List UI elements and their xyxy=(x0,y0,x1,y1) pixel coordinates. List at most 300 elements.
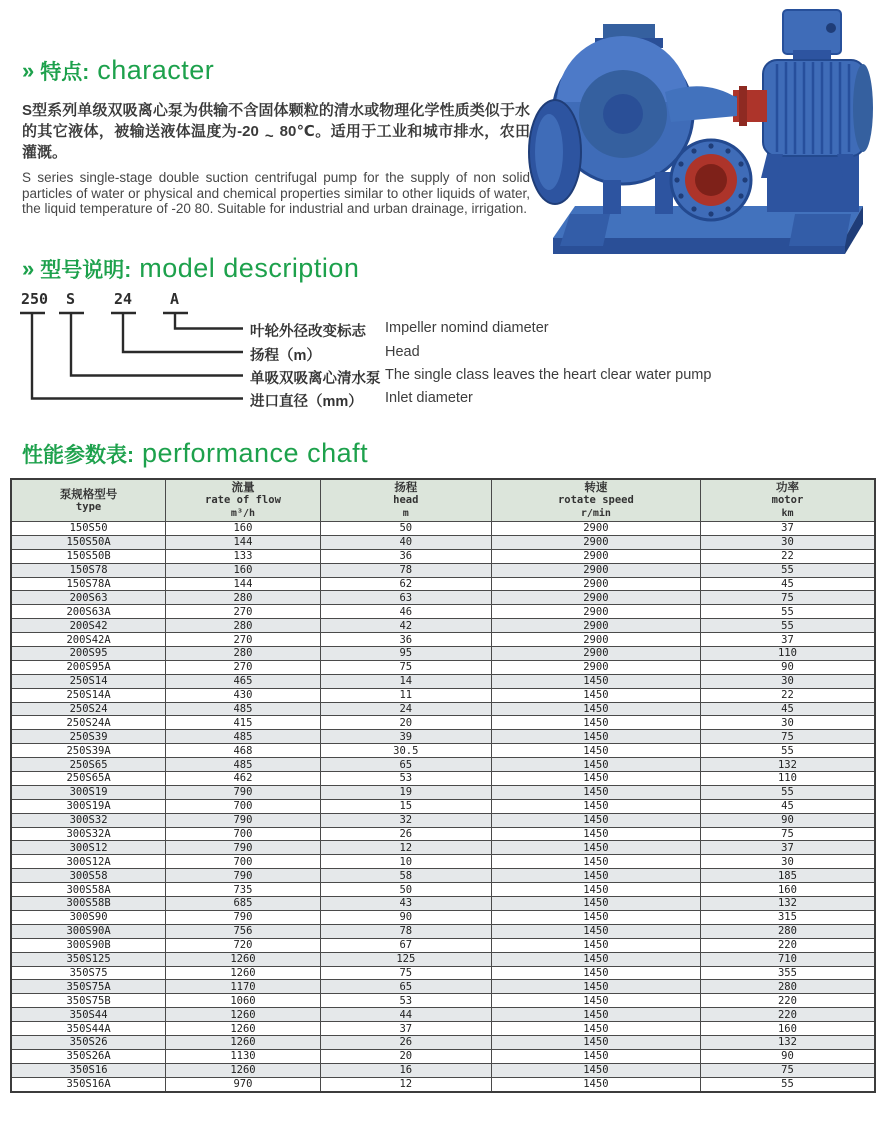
col-header-en: rate of flow xyxy=(205,494,281,506)
table-cell: 1450 xyxy=(491,966,700,980)
col-header-unit: r/min xyxy=(580,508,611,519)
table-cell: 20 xyxy=(320,716,491,730)
coupling xyxy=(733,86,767,126)
table-cell: 22 xyxy=(700,688,875,702)
table-cell: 1450 xyxy=(491,980,700,994)
table-cell: 55 xyxy=(700,744,875,758)
table-cell: 350S44A xyxy=(11,1022,166,1036)
performance-table xyxy=(10,478,876,1093)
table-cell: 30 xyxy=(700,535,875,549)
table-cell: 1450 xyxy=(491,924,700,938)
table-cell: 1450 xyxy=(491,785,700,799)
character-paragraph-en: S series single-stage double suction centrifugal pump for the supply of non solid particles of water or physical and chemical properties similar to other liquids of water, the liquid temperature of -20 80. Suitable for industrial and urban drainage, irrigation. xyxy=(22,170,530,216)
table-row xyxy=(11,688,875,702)
table-cell: 62 xyxy=(320,577,491,591)
table-cell: 465 xyxy=(166,674,321,688)
table-cell: 756 xyxy=(166,924,321,938)
table-cell: 485 xyxy=(166,758,321,772)
table-cell: 250S24 xyxy=(11,702,166,716)
pump-product-photo xyxy=(515,2,877,260)
table-cell: 53 xyxy=(320,994,491,1008)
model-code-diagram xyxy=(18,292,862,410)
diagram-label-en: Impeller nomind diameter xyxy=(385,320,549,336)
table-cell: 1450 xyxy=(491,1008,700,1022)
table-row xyxy=(11,647,875,661)
table-cell: 1450 xyxy=(491,730,700,744)
table-row xyxy=(11,980,875,994)
performance-table-header xyxy=(11,479,875,522)
model-code-series: S xyxy=(66,290,76,308)
table-cell: 10 xyxy=(320,855,491,869)
table-cell: 40 xyxy=(320,535,491,549)
col-header-zh: 转速 xyxy=(584,480,608,494)
table-cell: 200S63 xyxy=(11,591,166,605)
col-header-en: head xyxy=(393,494,419,506)
diagram-label-en: Head xyxy=(385,343,420,360)
table-cell: 1260 xyxy=(166,1008,321,1022)
table-cell: 185 xyxy=(700,869,875,883)
table-cell: 700 xyxy=(166,827,321,841)
discharge-flange xyxy=(671,140,751,220)
table-cell: 485 xyxy=(166,730,321,744)
table-cell: 2900 xyxy=(491,549,700,563)
heading-zh: 特点: xyxy=(40,61,90,84)
table-cell: 1450 xyxy=(491,869,700,883)
table-cell: 1130 xyxy=(166,1049,321,1063)
table-cell: 1450 xyxy=(491,1035,700,1049)
table-row xyxy=(11,785,875,799)
table-cell: 710 xyxy=(700,952,875,966)
table-cell: 42 xyxy=(320,619,491,633)
table-cell: 55 xyxy=(700,619,875,633)
table-cell: 720 xyxy=(166,938,321,952)
table-row xyxy=(11,827,875,841)
col-header-zh: 功率 xyxy=(775,480,799,494)
model-code-impeller: A xyxy=(170,290,180,308)
table-cell: 32 xyxy=(320,813,491,827)
table-cell: 75 xyxy=(700,1063,875,1077)
table-cell: 90 xyxy=(700,660,875,674)
model-code-head: 24 xyxy=(114,290,133,308)
table-cell: 270 xyxy=(166,633,321,647)
table-cell: 220 xyxy=(700,994,875,1008)
table-row xyxy=(11,883,875,897)
table-cell: 1450 xyxy=(491,1049,700,1063)
table-cell: 160 xyxy=(166,522,321,536)
table-cell: 150S50B xyxy=(11,549,166,563)
character-paragraph-zh xyxy=(22,100,530,163)
table-cell: 350S26A xyxy=(11,1049,166,1063)
table-cell: 1450 xyxy=(491,883,700,897)
table-cell: 1060 xyxy=(166,994,321,1008)
table-row xyxy=(11,563,875,577)
table-cell: 58 xyxy=(320,869,491,883)
table-cell: 95 xyxy=(320,647,491,661)
table-row xyxy=(11,702,875,716)
table-cell: 685 xyxy=(166,897,321,911)
table-row xyxy=(11,633,875,647)
col-header-speed xyxy=(491,479,700,522)
table-cell: 53 xyxy=(320,772,491,786)
table-row xyxy=(11,813,875,827)
col-header-en: motor xyxy=(771,494,804,506)
table-cell: 55 xyxy=(700,785,875,799)
col-header-unit: m xyxy=(402,508,409,519)
diagram-label-zh: 扬程（m） xyxy=(250,347,321,364)
table-cell: 1450 xyxy=(491,702,700,716)
heading-zh: 性能参数表: xyxy=(22,444,134,467)
table-row xyxy=(11,535,875,549)
table-cell: 350S125 xyxy=(11,952,166,966)
table-row xyxy=(11,758,875,772)
table-cell: 12 xyxy=(320,841,491,855)
table-cell: 1450 xyxy=(491,772,700,786)
table-cell: 65 xyxy=(320,758,491,772)
table-cell: 36 xyxy=(320,549,491,563)
table-cell: 462 xyxy=(166,772,321,786)
col-header-unit: km xyxy=(781,508,794,519)
table-cell: 50 xyxy=(320,522,491,536)
table-cell: 1450 xyxy=(491,688,700,702)
tilde-mark: ~ xyxy=(264,128,274,145)
table-cell: 45 xyxy=(700,577,875,591)
table-cell: 250S65A xyxy=(11,772,166,786)
table-cell: 160 xyxy=(700,1022,875,1036)
table-cell: 350S26 xyxy=(11,1035,166,1049)
table-cell: 300S32A xyxy=(11,827,166,841)
table-cell: 37 xyxy=(320,1022,491,1036)
table-row xyxy=(11,1077,875,1091)
table-cell: 24 xyxy=(320,702,491,716)
table-row xyxy=(11,799,875,813)
table-cell: 280 xyxy=(700,980,875,994)
table-cell: 350S16A xyxy=(11,1077,166,1091)
table-cell: 1450 xyxy=(491,938,700,952)
section-heading-character xyxy=(22,55,214,86)
col-header-en: rotate speed xyxy=(557,494,634,506)
table-cell: 350S75 xyxy=(11,966,166,980)
table-cell: 2900 xyxy=(491,619,700,633)
table-cell: 200S42 xyxy=(11,619,166,633)
table-cell: 2900 xyxy=(491,522,700,536)
table-cell: 2900 xyxy=(491,660,700,674)
table-cell: 200S63A xyxy=(11,605,166,619)
table-row xyxy=(11,591,875,605)
table-cell: 1260 xyxy=(166,1063,321,1077)
table-cell: 2900 xyxy=(491,633,700,647)
table-row xyxy=(11,772,875,786)
table-cell: 735 xyxy=(166,883,321,897)
table-row xyxy=(11,716,875,730)
table-cell: 270 xyxy=(166,605,321,619)
table-cell: 75 xyxy=(700,591,875,605)
table-cell: 1450 xyxy=(491,744,700,758)
table-cell: 430 xyxy=(166,688,321,702)
heading-en: character xyxy=(97,55,215,85)
table-row xyxy=(11,938,875,952)
table-cell: 20 xyxy=(320,1049,491,1063)
table-cell: 55 xyxy=(700,605,875,619)
table-cell: 55 xyxy=(700,563,875,577)
table-cell: 144 xyxy=(166,535,321,549)
table-cell: 2900 xyxy=(491,577,700,591)
table-row xyxy=(11,577,875,591)
col-header-flow xyxy=(166,479,321,522)
table-row xyxy=(11,1035,875,1049)
table-cell: 75 xyxy=(320,966,491,980)
table-cell: 300S32 xyxy=(11,813,166,827)
table-cell: 790 xyxy=(166,841,321,855)
table-cell: 14 xyxy=(320,674,491,688)
diagram-label-en: Inlet diameter xyxy=(385,390,473,406)
table-cell: 132 xyxy=(700,758,875,772)
table-cell: 30 xyxy=(700,855,875,869)
table-row xyxy=(11,869,875,883)
table-cell: 1450 xyxy=(491,897,700,911)
table-cell: 300S19 xyxy=(11,785,166,799)
table-cell: 46 xyxy=(320,605,491,619)
table-cell: 1450 xyxy=(491,716,700,730)
section-heading-model xyxy=(22,253,359,284)
table-cell: 970 xyxy=(166,1077,321,1091)
table-row xyxy=(11,952,875,966)
table-cell: 300S58 xyxy=(11,869,166,883)
table-cell: 1260 xyxy=(166,952,321,966)
col-header-head xyxy=(320,479,491,522)
table-cell: 26 xyxy=(320,827,491,841)
col-header-en: type xyxy=(75,500,102,513)
table-cell: 1450 xyxy=(491,1077,700,1091)
chevron-marker-icon: » xyxy=(22,58,35,83)
table-cell: 78 xyxy=(320,924,491,938)
table-row xyxy=(11,1049,875,1063)
table-row xyxy=(11,855,875,869)
table-cell: 300S90 xyxy=(11,910,166,924)
table-cell: 1450 xyxy=(491,758,700,772)
table-cell: 350S44 xyxy=(11,1008,166,1022)
table-cell: 350S16 xyxy=(11,1063,166,1077)
table-cell: 220 xyxy=(700,1008,875,1022)
table-cell: 90 xyxy=(700,1049,875,1063)
table-row xyxy=(11,1008,875,1022)
section-heading-performance xyxy=(22,438,368,469)
table-cell: 250S39A xyxy=(11,744,166,758)
table-cell: 125 xyxy=(320,952,491,966)
table-cell: 90 xyxy=(320,910,491,924)
table-cell: 2900 xyxy=(491,591,700,605)
table-cell: 250S24A xyxy=(11,716,166,730)
table-row xyxy=(11,897,875,911)
table-row xyxy=(11,660,875,674)
table-cell: 150S78A xyxy=(11,577,166,591)
table-cell: 75 xyxy=(700,827,875,841)
table-cell: 280 xyxy=(166,591,321,605)
table-cell: 250S14 xyxy=(11,674,166,688)
table-cell: 160 xyxy=(700,883,875,897)
model-code-inlet: 250 xyxy=(21,290,49,308)
table-cell: 1260 xyxy=(166,966,321,980)
diagram-label-zh: 叶轮外径改变标志 xyxy=(250,324,366,340)
table-cell: 45 xyxy=(700,702,875,716)
table-cell: 300S12 xyxy=(11,841,166,855)
table-cell: 150S78 xyxy=(11,563,166,577)
table-cell: 350S75B xyxy=(11,994,166,1008)
table-cell: 1450 xyxy=(491,994,700,1008)
table-cell: 144 xyxy=(166,577,321,591)
table-cell: 355 xyxy=(700,966,875,980)
table-cell: 44 xyxy=(320,1008,491,1022)
table-cell: 1450 xyxy=(491,827,700,841)
table-cell: 1450 xyxy=(491,674,700,688)
table-row xyxy=(11,841,875,855)
table-cell: 1170 xyxy=(166,980,321,994)
table-cell: 300S90A xyxy=(11,924,166,938)
table-cell: 37 xyxy=(700,522,875,536)
table-cell: 280 xyxy=(166,647,321,661)
table-cell: 790 xyxy=(166,910,321,924)
table-cell: 37 xyxy=(700,633,875,647)
table-cell: 700 xyxy=(166,855,321,869)
table-row xyxy=(11,1022,875,1036)
table-cell: 790 xyxy=(166,869,321,883)
table-cell: 30.5 xyxy=(320,744,491,758)
col-header-zh: 流量 xyxy=(231,480,255,494)
table-cell: 1450 xyxy=(491,1063,700,1077)
table-cell: 132 xyxy=(700,897,875,911)
table-cell: 36 xyxy=(320,633,491,647)
diagram-label-zh: 进口直径（mm） xyxy=(250,394,363,410)
table-cell: 39 xyxy=(320,730,491,744)
heading-en: performance chaft xyxy=(142,438,369,468)
motor xyxy=(761,10,873,178)
paragraph-zh-part: S型系列单级双吸离心泵为供输不含固体颗粒的清水或物理化学性质类似于水的其它液体，被输送液体温度为-20 xyxy=(22,102,530,140)
table-cell: 790 xyxy=(166,813,321,827)
table-row xyxy=(11,924,875,938)
table-cell: 55 xyxy=(700,1077,875,1091)
table-cell: 30 xyxy=(700,716,875,730)
table-row xyxy=(11,1063,875,1077)
diagram-label-en: The single class leaves the heart clear water pump xyxy=(385,367,712,383)
table-cell: 270 xyxy=(166,660,321,674)
table-row xyxy=(11,994,875,1008)
heading-zh: 型号说明: xyxy=(40,259,132,282)
table-cell: 1450 xyxy=(491,855,700,869)
table-cell: 2900 xyxy=(491,605,700,619)
table-cell: 26 xyxy=(320,1035,491,1049)
table-cell: 250S39 xyxy=(11,730,166,744)
table-cell: 63 xyxy=(320,591,491,605)
table-cell: 300S90B xyxy=(11,938,166,952)
table-cell: 1260 xyxy=(166,1022,321,1036)
table-cell: 150S50 xyxy=(11,522,166,536)
table-cell: 133 xyxy=(166,549,321,563)
table-cell: 19 xyxy=(320,785,491,799)
table-row xyxy=(11,730,875,744)
table-cell: 1260 xyxy=(166,1035,321,1049)
table-cell: 75 xyxy=(320,660,491,674)
col-header-type xyxy=(11,479,166,522)
col-header-zh: 泵规格型号 xyxy=(59,486,118,501)
table-cell: 22 xyxy=(700,549,875,563)
table-cell: 250S65 xyxy=(11,758,166,772)
heading-en: model description xyxy=(139,253,360,283)
table-cell: 790 xyxy=(166,785,321,799)
table-cell: 300S19A xyxy=(11,799,166,813)
table-cell: 220 xyxy=(700,938,875,952)
table-cell: 280 xyxy=(700,924,875,938)
table-cell: 2900 xyxy=(491,535,700,549)
table-cell: 150S50A xyxy=(11,535,166,549)
table-cell: 30 xyxy=(700,674,875,688)
paragraph-zh-part: 80℃。适用于工业和城市排水，农田灌溉。 xyxy=(22,123,530,161)
table-cell: 90 xyxy=(700,813,875,827)
chevron-marker-icon: » xyxy=(22,256,35,281)
table-row xyxy=(11,966,875,980)
table-row xyxy=(11,910,875,924)
table-cell: 160 xyxy=(166,563,321,577)
table-cell: 37 xyxy=(700,841,875,855)
performance-table-body xyxy=(11,522,875,1092)
table-cell: 280 xyxy=(166,619,321,633)
table-cell: 16 xyxy=(320,1063,491,1077)
table-cell: 468 xyxy=(166,744,321,758)
table-row xyxy=(11,522,875,536)
table-cell: 1450 xyxy=(491,841,700,855)
table-cell: 300S58B xyxy=(11,897,166,911)
table-cell: 78 xyxy=(320,563,491,577)
table-cell: 1450 xyxy=(491,813,700,827)
table-cell: 1450 xyxy=(491,910,700,924)
table-cell: 50 xyxy=(320,883,491,897)
table-cell: 110 xyxy=(700,772,875,786)
table-cell: 300S58A xyxy=(11,883,166,897)
table-cell: 200S42A xyxy=(11,633,166,647)
table-row xyxy=(11,619,875,633)
col-header-power xyxy=(700,479,875,522)
table-cell: 43 xyxy=(320,897,491,911)
table-cell: 415 xyxy=(166,716,321,730)
table-cell: 1450 xyxy=(491,1022,700,1036)
table-cell: 200S95 xyxy=(11,647,166,661)
table-row xyxy=(11,744,875,758)
table-row xyxy=(11,605,875,619)
table-cell: 250S14A xyxy=(11,688,166,702)
table-cell: 75 xyxy=(700,730,875,744)
table-cell: 2900 xyxy=(491,563,700,577)
table-cell: 11 xyxy=(320,688,491,702)
table-cell: 200S95A xyxy=(11,660,166,674)
col-header-unit: m³/h xyxy=(230,508,255,519)
table-cell: 45 xyxy=(700,799,875,813)
table-cell: 300S12A xyxy=(11,855,166,869)
table-cell: 700 xyxy=(166,799,321,813)
diagram-label-zh: 单吸双吸离心清水泵 xyxy=(250,371,381,387)
table-cell: 485 xyxy=(166,702,321,716)
table-cell: 15 xyxy=(320,799,491,813)
table-cell: 350S75A xyxy=(11,980,166,994)
table-cell: 67 xyxy=(320,938,491,952)
table-cell: 12 xyxy=(320,1077,491,1091)
col-header-zh: 扬程 xyxy=(394,480,418,494)
table-cell: 1450 xyxy=(491,799,700,813)
table-cell: 65 xyxy=(320,980,491,994)
table-row xyxy=(11,674,875,688)
table-cell: 110 xyxy=(700,647,875,661)
table-cell: 315 xyxy=(700,910,875,924)
table-row xyxy=(11,549,875,563)
table-cell: 2900 xyxy=(491,647,700,661)
table-cell: 132 xyxy=(700,1035,875,1049)
